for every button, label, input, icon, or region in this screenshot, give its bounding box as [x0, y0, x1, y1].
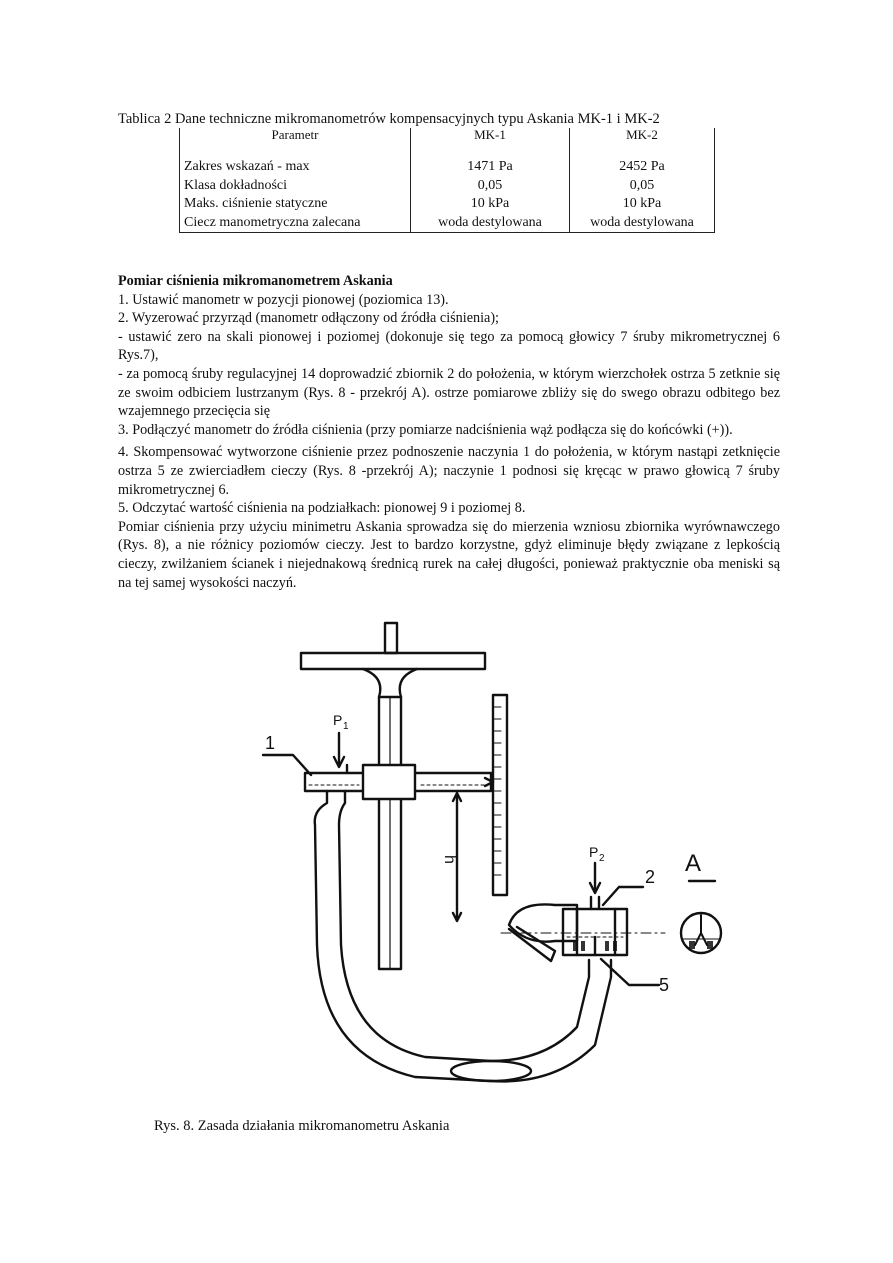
- table-cell-param: Klasa dokładności: [180, 177, 411, 196]
- label-p2-sub: 2: [599, 853, 605, 864]
- body-text: [118, 272, 780, 592]
- table-row: [180, 195, 715, 214]
- header-mk1: MK-1: [411, 128, 570, 142]
- paragraph: 2. Wyzerować przyrząd (manometr odłączony od źródła ciśnienia);: [118, 310, 499, 327]
- table-row: [180, 158, 715, 177]
- label-p1-sub: 1: [343, 721, 349, 732]
- table-cell-param: Ciecz manometryczna zalecana: [180, 214, 411, 233]
- vessel-clamp: [363, 765, 415, 799]
- table-row: [180, 214, 715, 233]
- table-cell-mk1: 10 kPa: [411, 195, 570, 214]
- table-row: [180, 177, 715, 196]
- label-height-h: h: [441, 855, 458, 864]
- label-vessel-1: 1: [265, 733, 276, 753]
- table-cell-mk2: 0,05: [570, 177, 715, 196]
- askania-diagram: [255, 615, 775, 1110]
- specs-table: [179, 128, 715, 233]
- table-cell-param: Maks. ciśnienie statyczne: [180, 195, 411, 214]
- table-cell-mk1: 1471 Pa: [411, 158, 570, 177]
- paragraph: 4. Skompensować wytworzone ciśnienie przez podnoszenie naczynia 1 do położenia, w którym nastąpi zetknięcie ostrza 5 ze zwierciadłem cieczy (Rys. 8 -przekrój A); naczynie 1 podnosi się kręcąc w prawo głowicą 7 śruby mikrometrycznej 6.: [118, 444, 780, 498]
- paragraph: 5. Odczytać wartość ciśnienia na podziałkach: pionowej 9 i poziomej 8.: [118, 500, 526, 517]
- table-cell-mk2: woda destylowana: [570, 214, 715, 233]
- header-parameter: Parametr: [180, 128, 411, 142]
- table-cell-mk1: woda destylowana: [411, 214, 570, 233]
- paragraph: - ustawić zero na skali pionowej i poziomej (dokonuje się tego za pomocą głowicy 7 śruby mikrometrycznej 6 Rys.7),: [118, 328, 780, 364]
- label-p2: P: [589, 844, 599, 860]
- section-heading: Pomiar ciśnienia mikromanometrem Askania: [118, 273, 393, 289]
- header-mk2: MK-2: [570, 128, 715, 142]
- paragraph: 3. Podłączyć manometr do źródła ciśnienia (przy pomiarze nadciśnienia wąż podłącza się do końcówki (+)).: [118, 421, 733, 438]
- vertical-scale: [493, 695, 507, 895]
- table-cell-mk1: 0,05: [411, 177, 570, 196]
- top-knob: [385, 623, 397, 653]
- table-cell-mk2: 2452 Pa: [570, 158, 715, 177]
- label-tip-5: 5: [659, 975, 670, 995]
- paragraph: Pomiar ciśnienia przy użyciu minimetru Askania sprowadza się do mierzenia wzniosu zbiornika wyrównawczego (Rys. 8), a nie różnicy poziomów cieczy. Jest to bardzo korzystne, gdyż eliminuje błędy związane z lepkością cieczy, zwilżaniem ścianek i niejednakową średnicą rurek na całej długości, ponieważ praktycznie oba meniski są na tej samej wysokości naczyń.: [118, 518, 780, 591]
- paragraph: 1. Ustawić manometr w pozycji pionowej (poziomica 13).: [118, 291, 449, 308]
- table-header-row: [180, 128, 715, 142]
- table-cell-mk2: 10 kPa: [570, 195, 715, 214]
- label-p1: P: [333, 712, 343, 728]
- top-crossbar: [301, 653, 485, 669]
- paragraph: - za pomocą śruby regulacyjnej 14 doprowadzić zbiornik 2 do położenia, w którym wierzchołek ostrza 5 zetknie się ze swoim odbiciem lustrzanym (Rys. 8 - przekrój A). ostrze pomiarowe zbliży się do swego obrazu odbitego bez wzajemnego przecięcia się: [118, 365, 780, 420]
- label-tank-2: 2: [645, 867, 656, 887]
- label-section-a: A: [685, 850, 702, 877]
- crossbar-neck: [363, 669, 417, 697]
- figure-caption: Rys. 8. Zasada działania mikromanometru Askania: [154, 1118, 450, 1134]
- table-gap-row: [180, 142, 715, 158]
- diagram-svg: [255, 615, 775, 1110]
- table-caption: Tablica 2 Dane techniczne mikromanometrów kompensacyjnych typu Askania MK-1 i MK-2: [118, 111, 660, 127]
- table-cell-param: Zakres wskazań - max: [180, 158, 411, 177]
